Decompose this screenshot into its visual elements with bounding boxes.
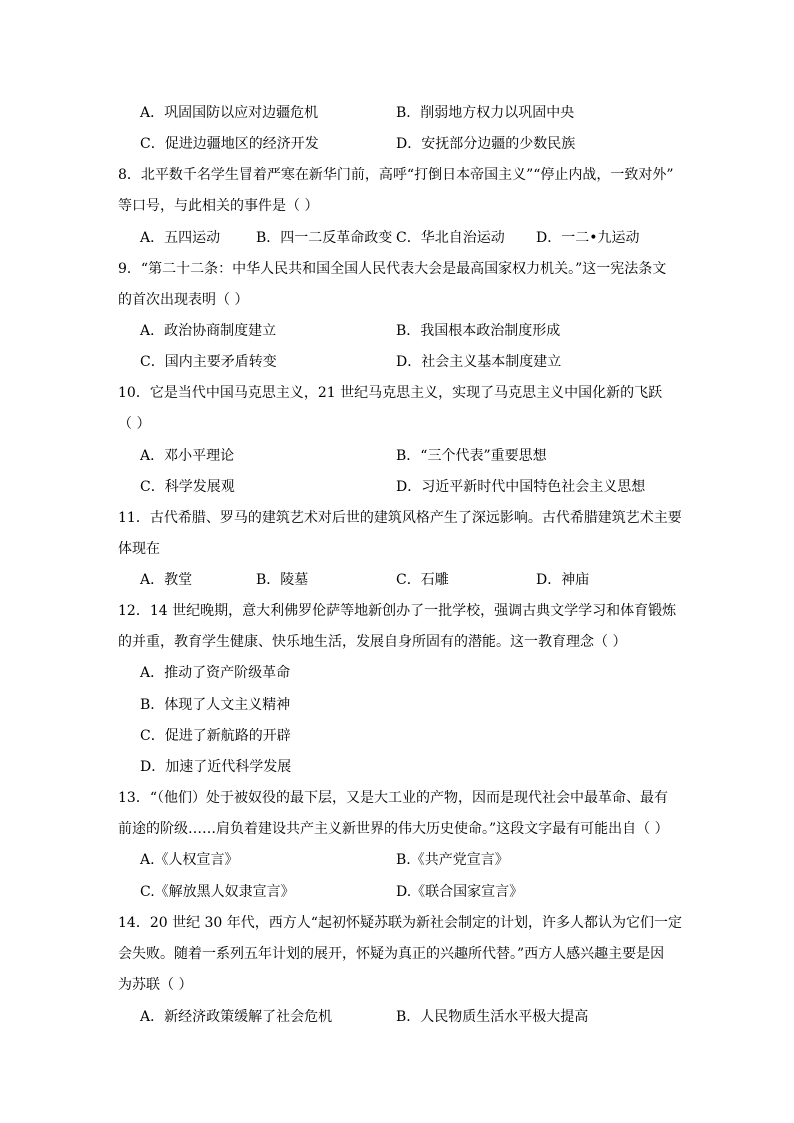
q9-stem-line2: 的首次出现表明（ ） (118, 292, 249, 308)
q13-option-a: A.《人权宣言》 (140, 852, 239, 868)
q9-option-d: D．社会主义基本制度建立 (396, 354, 562, 370)
q12-option-c: C．促进了新航路的开辟 (140, 728, 291, 744)
q10-stem-line2: （ ） (118, 416, 151, 432)
q12-option-d: D．加速了近代科学发展 (140, 759, 292, 775)
q7-option-d: D．安抚部分边疆的少数民族 (396, 136, 576, 152)
q13-option-c: C.《解放黑人奴隶宣言》 (140, 884, 295, 900)
q10-option-c: C．科学发展观 (140, 479, 235, 495)
q11-option-c: C．石雕 (396, 572, 449, 588)
q10-option-a: A．邓小平理论 (140, 448, 235, 464)
q10-option-d: D．习近平新时代中国特色社会主义思想 (396, 479, 646, 495)
q9-option-c: C．国内主要矛盾转变 (140, 354, 277, 370)
q14-option-a: A．新经济政策缓解了社会危机 (140, 1009, 333, 1025)
q12-stem-line1: 12．14 世纪晚期，意大利佛罗伦萨等地新创办了一批学校，强调古典文学学习和体育锻炼 (118, 603, 677, 619)
q10-option-b: B．“三个代表”重要思想 (396, 448, 547, 464)
q7-option-c: C．促进边疆地区的经济开发 (140, 136, 319, 152)
q11-stem-line1: 11．古代希腊、罗马的建筑艺术对后世的建筑风格产生了深远影响。古代希腊建筑艺术主要 (118, 510, 682, 526)
q13-stem-line2: 前途的阶级……肩负着建设共产主义新世界的伟大历史使命。”这段文字最有可能出自（ ） (118, 821, 669, 837)
q14-option-b: B．人民物质生活水平极大提高 (396, 1009, 589, 1025)
q7-option-a: A．巩固国防以应对边疆危机 (140, 105, 319, 121)
q14-stem-line3: 为苏联（ ） (118, 977, 193, 993)
q12-option-a: A．推动了资产阶级革命 (140, 665, 291, 681)
q14-stem-line2: 会失败。随着一系列五年计划的展开，怀疑为真正的兴趣所代替。”西方人感兴趣主要是因 (118, 946, 665, 962)
q8-option-c: C．华北自治运动 (396, 230, 505, 246)
q10-stem-line1: 10．它是当代中国马克思主义，21 世纪马克思主义，实现了马克思主义中国化新的飞跃 (118, 385, 663, 401)
q11-option-d: D．神庙 (536, 572, 590, 588)
q13-option-b: B.《共产党宣言》 (396, 852, 509, 868)
q11-stem-line2: 体现在 (118, 541, 160, 557)
q8-option-d: D．一二•九运动 (536, 230, 640, 246)
q8-option-a: A．五四运动 (140, 230, 221, 246)
q7-option-b: B．削弱地方权力以巩固中央 (396, 105, 575, 121)
q12-stem-line2: 的并重，教育学生健康、快乐地生活，发展自身所固有的潜能。这一教育理念（ ） (118, 634, 627, 650)
q13-stem-line1: 13．“（他们）处于被奴役的最下层，又是大工业的产物，因而是现代社会中最革命、最有 (118, 790, 668, 806)
q12-option-b: B．体现了人文主义精神 (140, 697, 291, 713)
q11-option-b: B．陵墓 (256, 572, 309, 588)
q14-stem-line1: 14．20 世纪 30 年代，西方人“起初怀疑苏联为新社会制定的计划，许多人都认为它们一定 (118, 915, 682, 931)
q8-stem-line2: 等口号，与此相关的事件是（ ） (118, 198, 319, 214)
q13-option-d: D.《联合国家宣言》 (396, 884, 524, 900)
q9-option-b: B．我国根本政治制度形成 (396, 323, 561, 339)
q11-option-a: A．教堂 (140, 572, 193, 588)
q9-stem-line1: 9．“第二十二条：中华人民共和国全国人民代表大会是最高国家权力机关。”这一宪法条文 (118, 261, 667, 277)
q8-option-b: B．四一二反革命政变 (256, 230, 393, 246)
q9-option-a: A．政治协商制度建立 (140, 323, 277, 339)
q8-stem-line1: 8．北平数千名学生冒着严寒在新华门前，高呼“打倒日本帝国主义”“停止内战，一致对外” (118, 167, 674, 183)
